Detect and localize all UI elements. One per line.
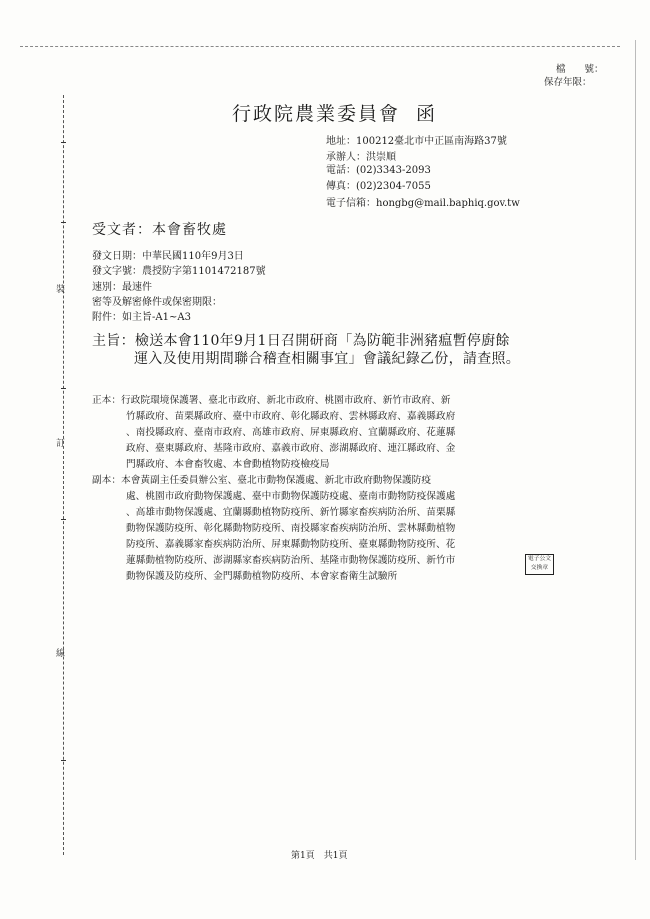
binding-line (63, 95, 64, 855)
file-number-label: 檔 號： (556, 64, 604, 75)
recipient: 受文者：本會畜牧處 (92, 222, 227, 238)
org-name: 行政院農業委員會 (232, 103, 401, 125)
copy-recipients-line: 動物保護防疫所、彰化縣動物防疫所、南投縣家畜疾病防治所、雲林縣動植物 (126, 523, 456, 534)
subject-line-1: 主旨：檢送本會110年9月1日召開研商「為防範非洲豬瘟暫停廚餘 (92, 333, 510, 349)
subject-line-2: 運入及使用期間聯合稽查相關事宜」會議紀錄乙份，請查照。 (134, 351, 521, 367)
original-recipients-line: 門縣政府、本會畜牧處、本會動植物防疫檢疫局 (126, 459, 330, 470)
secrecy: 密等及解密條件或保密期限： (92, 297, 222, 308)
speed: 速別：最速件 (92, 282, 152, 293)
copy-recipients-line: 處、桃園市政府動物保護處、臺中市動物保護防疫處、臺南市動物防疫保護處 (126, 491, 456, 502)
binding-tick (61, 388, 66, 389)
page-footer: 第1頁 共1頁 (291, 851, 348, 861)
contact-phone: 電話：(02)3343-2093 (326, 165, 431, 176)
stamp-line-2: 交換章 (530, 565, 549, 571)
attachment: 附件：如主旨-A1~A3 (92, 312, 191, 323)
copy-recipients-line: 蓮縣動植物防疫所、澎湖縣家畜疾病防治所、基隆市動物保護防疫所、新竹市 (126, 555, 456, 566)
exchange-stamp (525, 554, 554, 575)
retention-label: 保存年限： (544, 77, 592, 88)
contact-handler: 承辦人：洪崇順 (326, 152, 396, 163)
binding-mark-xian: 線 (56, 649, 66, 659)
doc-number: 發文字號：農授防字第1101472187號 (92, 266, 266, 277)
original-recipients-line: 、南投縣政府、臺南市政府、高雄市政府、屏東縣政府、宜蘭縣政府、花蓮縣 (126, 427, 456, 438)
doc-type: 函 (416, 103, 438, 125)
binding-tick (61, 222, 66, 223)
copy-recipients-line: 副本：本會黃副主任委員辦公室、臺北市動物保護處、新北市政府動物保護防疫 (92, 475, 432, 486)
contact-email: 電子信箱：hongbg@mail.baphiq.gov.tw (326, 198, 520, 209)
original-recipients-line: 正本：行政院環境保護署、臺北市政府、新北市政府、桃園市政府、新竹市政府、新 (92, 395, 451, 406)
contact-address: 地址：100212臺北市中正區南海路37號 (326, 136, 507, 147)
copy-recipients-line: 防疫所、嘉義縣家畜疾病防治所、屏東縣動物防疫所、臺東縣動物防疫所、花 (126, 539, 456, 550)
binding-tick (61, 142, 66, 143)
copy-recipients-line: 、高雄市動物保護處、宜蘭縣動植物防疫所、新竹縣家畜疾病防治所、苗栗縣 (126, 507, 456, 518)
stamp-line-1: 電子公文 (527, 556, 552, 562)
contact-fax: 傳真：(02)2304-7055 (326, 181, 431, 192)
right-scan-edge (635, 40, 636, 860)
letterhead-title (232, 99, 437, 126)
copy-recipients-line: 動物保護及防疫所、金門縣動植物防疫所、本會家畜衛生試驗所 (126, 571, 398, 582)
binding-mark-ding: 訂 (56, 439, 66, 449)
binding-tick (61, 760, 66, 761)
original-recipients-line: 竹縣政府、苗栗縣政府、臺中市政府、彰化縣政府、雲林縣政府、嘉義縣政府 (126, 411, 456, 422)
binding-tick (61, 519, 66, 520)
binding-mark-zhuang: 裝 (56, 285, 66, 295)
issue-date: 發文日期：中華民國110年9月3日 (92, 251, 244, 262)
top-scan-line (20, 46, 620, 47)
original-recipients-line: 政府、臺東縣政府、基隆市政府、嘉義市政府、澎湖縣政府、連江縣政府、金 (126, 443, 456, 454)
